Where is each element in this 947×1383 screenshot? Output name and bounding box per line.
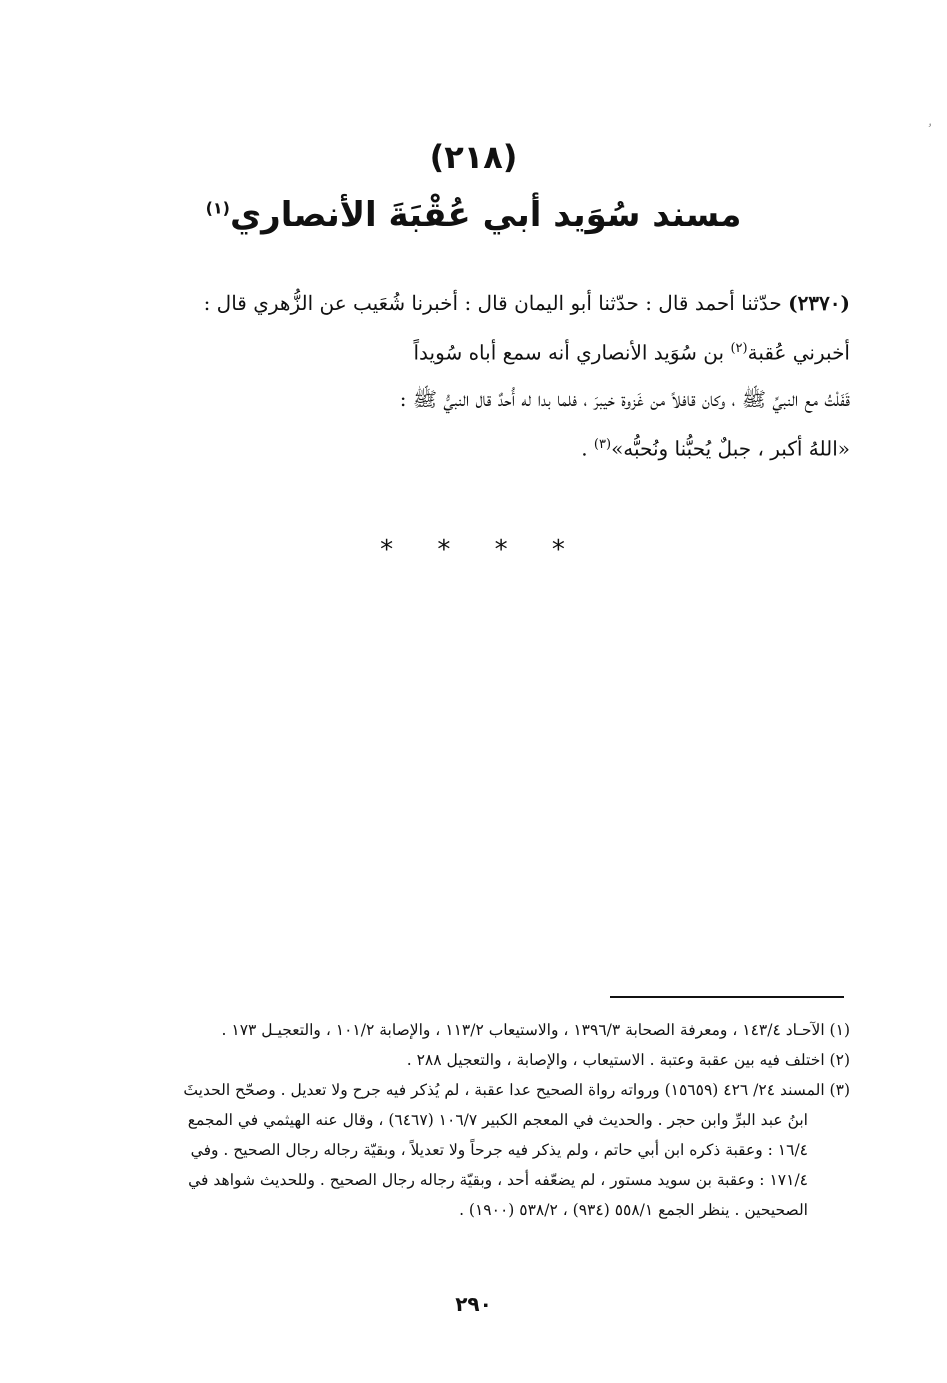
hadith-line-2 <box>80 326 850 376</box>
footnote-3-line-4: ١٧١/٤ : وعقبة بن سويد مستور ، لم يضعّفه أحد ، وبقيّة رجاله رجال الصحيح . وللحديث شواهد في <box>188 1171 808 1189</box>
chapter-title <box>0 195 947 235</box>
hadith-line-3: قَفَلْتُ مع النبيِّ ﷺ ، وكان قافلاً من غَزوة خيبرَ ، فلما بدا له أُحدٌ قال النبيُّ ﷺ : <box>399 386 850 411</box>
hadith-footnote-ref-2: (٢) <box>730 341 748 356</box>
footnote-3-line-2: ابنُ عبد البرِّ وابن حجر . والحديث في المعجم الكبير ١٠٦/٧ (٦٤٦٧) ، وقال عنه الهيثمي في المجمع <box>187 1111 808 1129</box>
hadith-line-1-text: حدّثنا أحمد قال : حدّثنا أبو اليمان قال : أخبرنا شُعَيب عن الزُّهري قال : <box>203 291 782 315</box>
hadith-footnote-ref-3: (٣) <box>593 436 612 452</box>
chapter-number: (٢١٨) <box>429 138 518 176</box>
hadith-line-1 <box>80 280 850 326</box>
chapter-title-text: مسند سُوَيد أبي عُقْبَةَ الأنصاري <box>229 195 742 235</box>
chapter-title-footnote-ref: (١) <box>205 198 230 218</box>
hadith-line-4-a: «اللهُ أكبر ، جبلٌ يُحبُّنا ونُحبُّه» <box>611 436 850 461</box>
footnote-3-line-1: (٣) المسند ٢٤/ ٤٢٦ (١٥٦٥٩) ورواته رواة الصحيح عدا عقبة ، لم يُذكر فيه جرح ولا تعديل . وصحّح الحديثَ <box>183 1081 850 1099</box>
hadith-line-4-b: . <box>581 436 588 461</box>
page-number: ٢٩٠ <box>455 1292 492 1316</box>
footnote-3-line-3: ١٦/٤ : وعقبة ذكره ابن أبي حاتم ، ولم يذكر فيه جرحاً ولا تعديلاً ، وبقيّة رجاله رجال الصحيح . وفي <box>190 1141 808 1159</box>
hadith-line-2-a: أخبرني عُقبة <box>747 340 850 365</box>
hadith-text <box>80 280 850 471</box>
section-separator: * * * * <box>380 535 567 565</box>
hadith-line-4 <box>80 422 850 472</box>
footnote-divider <box>610 996 844 998</box>
footnote-1: (١) الآحـاد ١٤٣/٤ ، ومعرفة الصحابة ١٣٩٦/٣ ، والاستيعاب ١١٣/٢ ، والإصابة ١٠١/٢ ، والتعجيـل ١٧٣ . <box>221 1021 850 1039</box>
footnote-3-line-5: الصحيحين . ينظر الجمع ٥٥٨/١ (٩٣٤) ، ٥٣٨/٢ (١٩٠٠) . <box>459 1201 808 1219</box>
footnote-2: (٢) اختلف فيه بين عقبة وعتبة . الاستيعاب ، والإصابة ، والتعجيل ٢٨٨ . <box>406 1051 850 1069</box>
margin-mark: ۥ <box>928 118 932 134</box>
hadith-number: (٢٣٧٠) <box>788 291 850 315</box>
footnotes <box>80 1015 850 1225</box>
hadith-line-2-b: بن سُوَيد الأنصاري أنه سمع أباه سُويداً <box>413 340 725 365</box>
